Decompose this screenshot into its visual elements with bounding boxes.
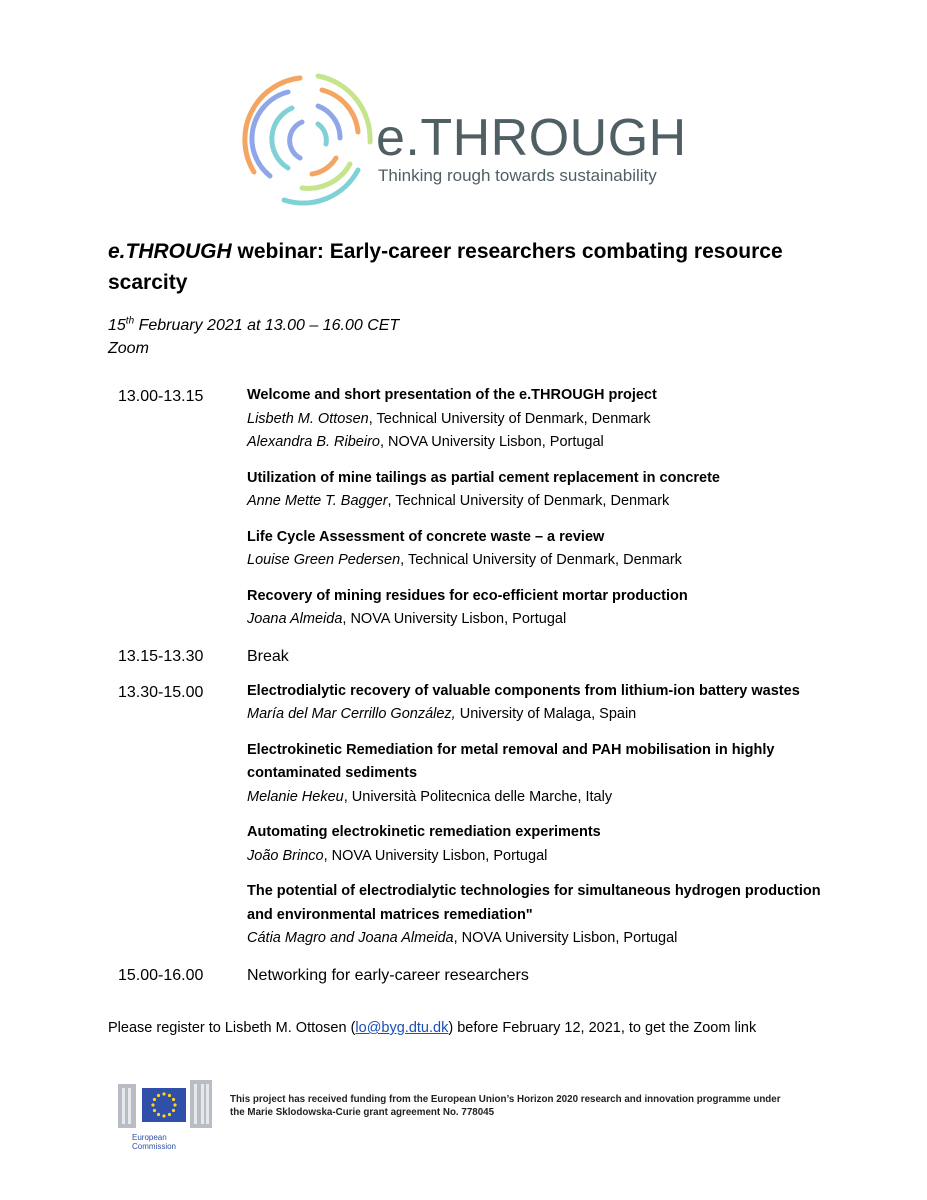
eu-star [157, 1113, 160, 1116]
talk-title: Recovery of mining residues for eco-efficient mortar production [247, 587, 688, 604]
talk [247, 384, 838, 455]
agenda [118, 384, 838, 988]
eu-star [168, 1094, 171, 1097]
date-suffix: th [125, 315, 135, 327]
eu-star [162, 1092, 165, 1095]
talk-title: Welcome and short presentation of the e.THROUGH project [247, 387, 657, 403]
eu-star [153, 1109, 156, 1112]
slot-time: 15.00-16.00 [118, 966, 204, 984]
talk [247, 880, 838, 951]
logo-brand: e.THROUGH [376, 109, 687, 167]
eu-star [172, 1109, 175, 1112]
eu-star [172, 1098, 175, 1101]
eu-star [157, 1094, 160, 1097]
logo-tagline: Thinking rough towards sustainability [378, 166, 657, 185]
register-note [108, 1020, 756, 1036]
slot-label: Break [247, 647, 289, 665]
talk [247, 680, 838, 727]
date-rest: February 2021 at 13.00 – 16.00 CET [134, 317, 400, 334]
talk-title: Electrodialytic recovery of valuable components from lithium-ion battery wastes [247, 682, 800, 699]
talk-speaker: Louise Green Pedersen, Technical University of Denmark, Denmark [247, 552, 682, 568]
rings-logo-icon [240, 72, 376, 206]
slot-time: 13.00-13.15 [118, 388, 204, 405]
talk-speaker: Lisbeth M. Ottosen, Technical University of Denmark, Denmark [247, 410, 651, 427]
talk [247, 585, 838, 632]
talk [247, 467, 838, 514]
register-text-before: Please register to Lisbeth M. Ottosen ( [108, 1020, 356, 1036]
funding-line-2: the Marie Sklodowska-Curie grant agreement No. 778045 [230, 1107, 495, 1118]
agenda-slot [118, 644, 838, 669]
event-location: Zoom [108, 340, 149, 357]
agenda-slot [118, 384, 838, 644]
talk-speaker: María del Mar Cerrillo González, University of Malaga, Spain [247, 706, 637, 722]
european-commission-logo [112, 1074, 222, 1152]
date-day: 15 [108, 317, 126, 334]
talk-title: The potential of electrodialytic technologies for simultaneous hydrogen production and environmental matrices remediation" [247, 883, 821, 923]
talk-speaker: Cátia Magro and Joana Almeida, NOVA University Lisbon, Portugal [247, 930, 678, 946]
slot-time: 13.15-13.30 [118, 647, 204, 665]
eu-star [151, 1103, 154, 1106]
ethrough-logo [236, 72, 687, 206]
funding-statement [230, 1093, 830, 1119]
talk [247, 526, 838, 573]
register-email-link[interactable]: lo@byg.dtu.dk [355, 1020, 449, 1036]
talk-title: Utilization of mine tailings as partial cement replacement in concrete [247, 469, 720, 486]
eu-star [173, 1103, 176, 1106]
agenda-slot [118, 680, 838, 963]
slot-time: 13.30-15.00 [118, 683, 204, 701]
title-brand: e.THROUGH [108, 240, 232, 263]
register-text-after: ) before February 12, 2021, to get the Zoom link [448, 1020, 757, 1036]
eu-star [153, 1098, 156, 1101]
eu-star [168, 1113, 171, 1116]
event-meta [108, 314, 399, 360]
eu-star [162, 1114, 165, 1117]
funding-line-1: This project has received funding from the European Union’s Horizon 2020 research and innovation programme under [230, 1094, 781, 1105]
talk-title: Automating electrokinetic remediation experiments [247, 824, 601, 840]
talk-title: Electrokinetic Remediation for metal removal and PAH mobilisation in highly contaminated sediments [247, 741, 775, 781]
talk [247, 739, 838, 810]
talk-speaker: Joana Almeida, NOVA University Lisbon, Portugal [247, 611, 567, 627]
talk-speaker: Melanie Hekeu, Università Politecnica delle Marche, Italy [247, 788, 613, 805]
event-date [108, 314, 399, 337]
page-title [108, 236, 828, 298]
agenda-slot [118, 963, 838, 988]
eu-label-1: European [132, 1133, 167, 1142]
eu-label-2: Commission [132, 1142, 177, 1151]
talk-speaker: João Brinco, NOVA University Lisbon, Portugal [247, 847, 548, 864]
talk [247, 821, 838, 868]
title-text: webinar: Early-career researchers combating resource scarcity [108, 240, 783, 294]
slot-label: Networking for early-career researchers [247, 966, 529, 984]
talk-speaker: Anne Mette T. Bagger, Technical University of Denmark, Denmark [247, 493, 670, 509]
talk-title: Life Cycle Assessment of concrete waste – a review [247, 528, 605, 545]
talk-speaker: Alexandra B. Ribeiro, NOVA University Lisbon, Portugal [247, 434, 604, 450]
